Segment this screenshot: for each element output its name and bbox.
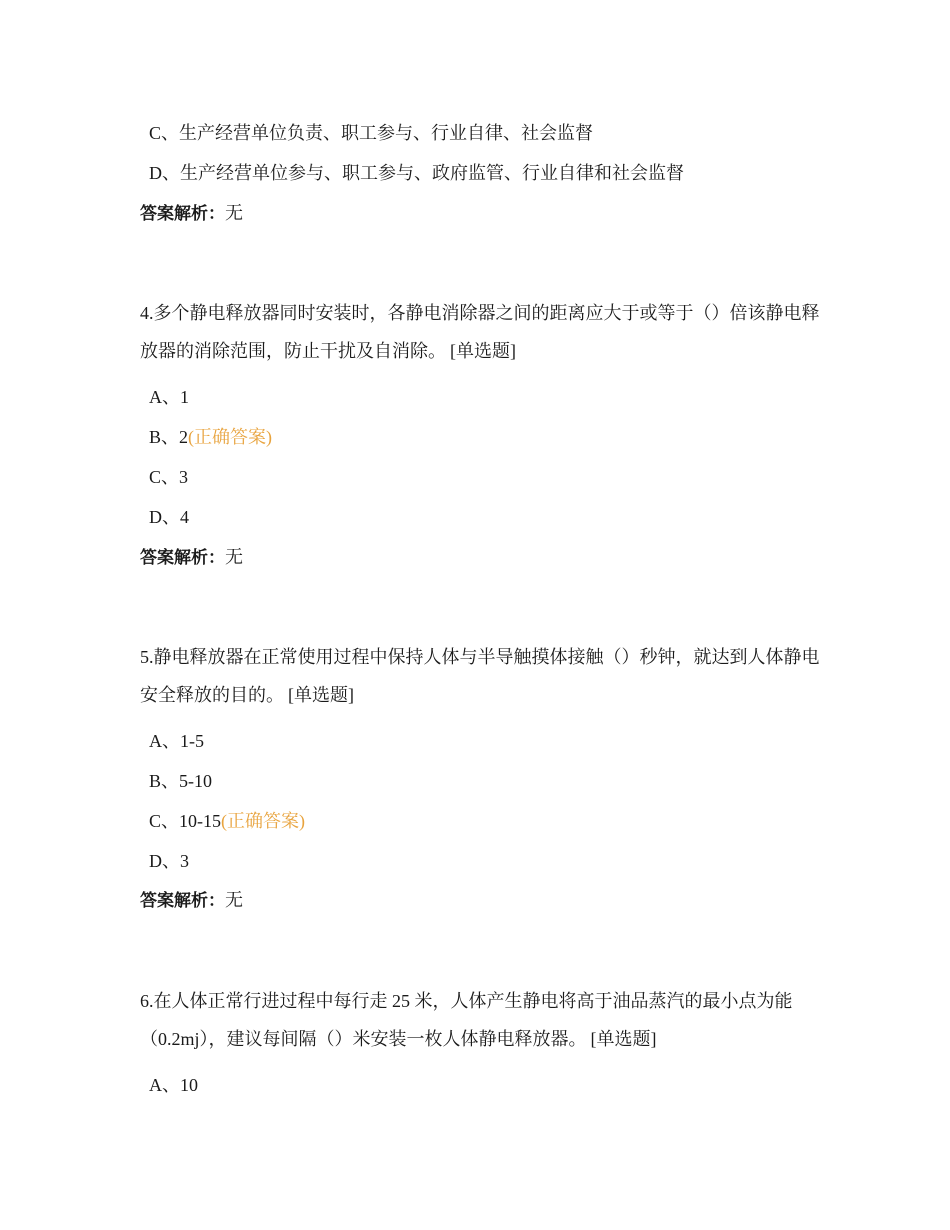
option-separator: 、: [162, 507, 180, 527]
option-separator: 、: [161, 811, 180, 831]
q4-option-b: [149, 425, 272, 449]
q5-option-b: [149, 769, 212, 793]
option-text: 2: [179, 427, 189, 447]
q4-option-c: [149, 465, 188, 489]
option-text: 4: [180, 507, 189, 527]
q4-analysis: [140, 545, 243, 570]
q6-option-a: [149, 1073, 198, 1097]
correct-answer-marker: (正确答案): [188, 427, 273, 447]
q5-option-c: [149, 809, 305, 833]
option-text: 10-15: [179, 811, 222, 831]
q6-question: [140, 982, 820, 1058]
question-text: 在人体正常行进过程中每行走 25 米，人体产生静电将高于油品蒸汽的最小点为能（0.2mj），建议每间隔（）米安装一枚人体静电释放器。: [140, 991, 793, 1049]
option-letter: B: [149, 771, 162, 791]
option-separator: 、: [161, 467, 180, 487]
question-text: 多个静电释放器同时安装时，各静电消除器之间的距离应大于或等于（）倍该静电释放器的消除范围，防止干扰及自消除。: [140, 303, 820, 361]
q3-option-c: [149, 121, 593, 145]
option-letter: C: [149, 123, 162, 143]
option-separator: 、: [161, 123, 180, 143]
option-separator: 、: [162, 387, 180, 407]
option-letter: B: [149, 427, 162, 447]
option-text: 3: [179, 467, 189, 487]
option-letter: C: [149, 811, 162, 831]
analysis-text: 无: [225, 890, 243, 910]
option-letter: C: [149, 467, 162, 487]
q4-option-a: [149, 385, 189, 409]
analysis-text: 无: [225, 203, 243, 223]
q5-question: [140, 638, 820, 714]
option-letter: A: [149, 1075, 162, 1095]
option-letter: D: [149, 851, 162, 871]
question-type: [单选题]: [288, 685, 354, 705]
option-text: 3: [180, 851, 189, 871]
option-text: 1: [180, 387, 189, 407]
q4-option-d: [149, 505, 189, 529]
question-number: 6.: [140, 991, 154, 1011]
question-number: 4.: [140, 303, 154, 323]
q4-question: [140, 294, 820, 370]
option-letter: A: [149, 731, 162, 751]
option-text: 5-10: [179, 771, 213, 791]
option-text: 1-5: [180, 731, 204, 751]
question-type: [单选题]: [590, 1029, 657, 1049]
q5-option-d: [149, 849, 189, 873]
option-letter: D: [149, 163, 162, 183]
q5-analysis: [140, 888, 243, 913]
option-separator: 、: [162, 1075, 180, 1095]
option-text: 生产经营单位参与、职工参与、政府监管、行业自律和社会监督: [180, 163, 684, 183]
option-separator: 、: [161, 427, 180, 447]
option-separator: 、: [162, 163, 180, 183]
correct-answer-marker: (正确答案): [221, 811, 306, 831]
option-letter: D: [149, 507, 162, 527]
q3-analysis: [140, 201, 243, 226]
option-letter: A: [149, 387, 162, 407]
analysis-label: 答案解析：: [140, 891, 225, 911]
analysis-text: 无: [225, 547, 243, 567]
q5-option-a: [149, 729, 204, 753]
question-number: 5.: [140, 647, 154, 667]
question-type: [单选题]: [450, 341, 516, 361]
analysis-label: 答案解析：: [140, 204, 225, 224]
analysis-label: 答案解析：: [140, 548, 225, 568]
option-separator: 、: [162, 851, 180, 871]
question-text: 静电释放器在正常使用过程中保持人体与半导触摸体接触（）秒钟，就达到人体静电安全释放的目的。: [140, 647, 820, 705]
option-text: 10: [180, 1075, 198, 1095]
option-separator: 、: [161, 771, 180, 791]
q3-option-d: [149, 161, 684, 185]
option-text: 生产经营单位负责、职工参与、行业自律、社会监督: [179, 123, 594, 143]
option-separator: 、: [162, 731, 180, 751]
